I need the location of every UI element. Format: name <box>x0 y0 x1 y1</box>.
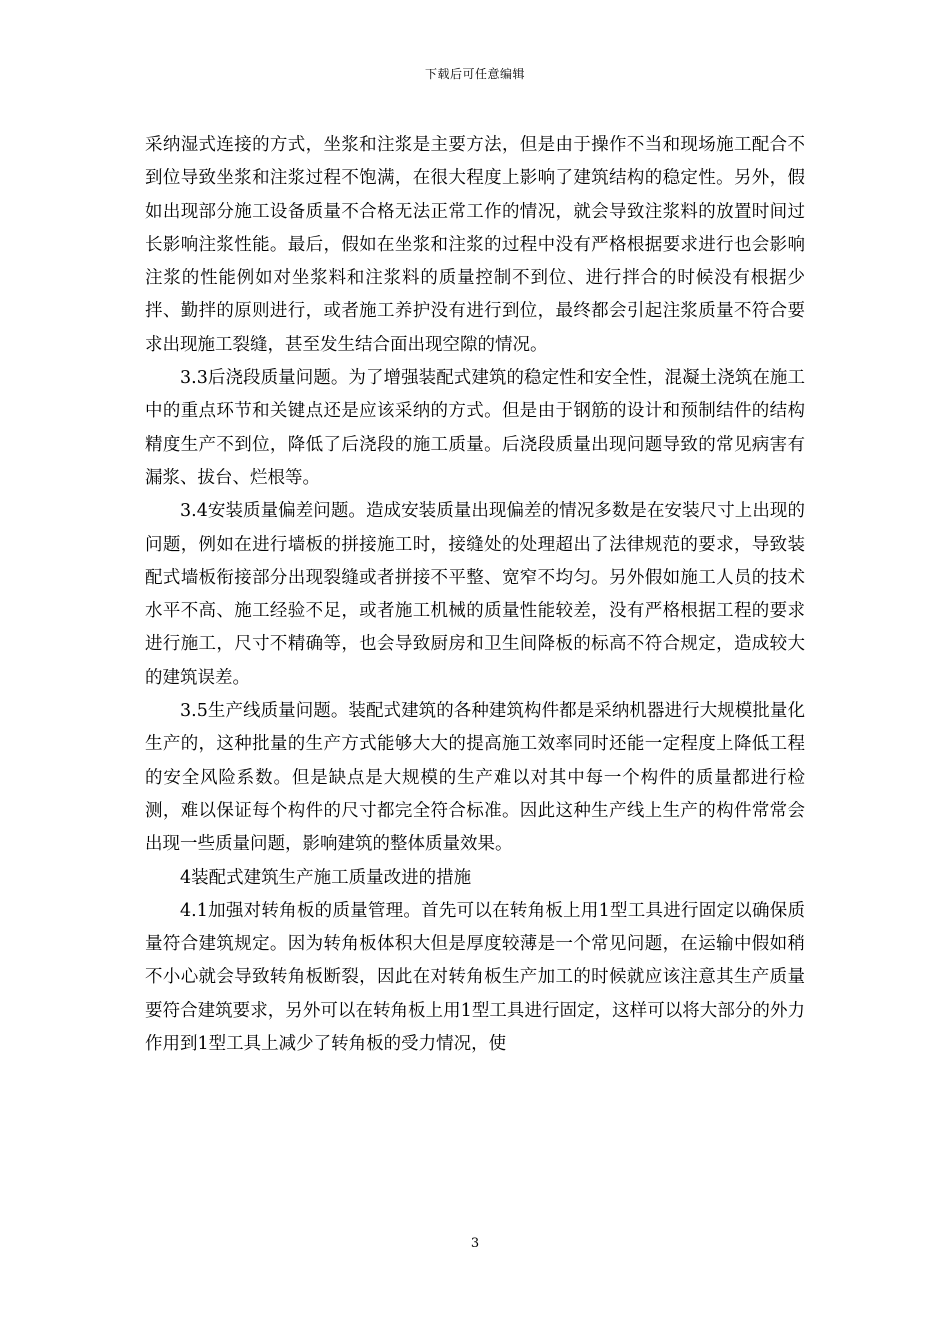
page-number: 3 <box>470 1236 480 1251</box>
body-paragraph-continued: 采纳湿式连接的方式，坐浆和注浆是主要方法，但是由于操作不当和现场施工配合不到位导致坐浆和注浆过程不饱满，在很大程度上影响了建筑结构的稳定性。另外，假如出现部分施工设备质量不合格无法正常工作的情况，就会导致注浆料的放置时间过长影响注浆性能。最后，假如在坐浆和注浆的过程中没有严格根据要求进行也会影响注浆的性能例如对坐浆料和注浆料的质量控制不到位、进行拌合的时候没有根据少拌、勤拌的原则进行，或者施工养护没有进行到位，最终都会引起注浆质量不符合要求出现施工裂缝，甚至发生结合面出现空隙的情况。 <box>145 135 805 355</box>
section-4-heading: 4装配式建筑生产施工质量改进的措施 <box>180 867 472 888</box>
section-3-3-paragraph: 3.3后浇段质量问题。为了增强装配式建筑的稳定性和安全性，混凝土浇筑在施工中的重点环节和关键点还是应该采纳的方式。但是由于钢筋的设计和预制结件的结构精度生产不到位，降低了后浇段的施工质量。后浇段质量出现问题导致的常见病害有漏浆、拔台、烂根等。 <box>145 368 805 488</box>
section-4-1-paragraph: 4.1加强对转角板的质量管理。首先可以在转角板上用1型工具进行固定以确保质量符合建筑规定。因为转角板体积大但是厚度较薄是一个常见问题，在运输中假如稍不小心就会导致转角板断裂，因此在对转角板生产加工的时候就应该注意其生产质量要符合建筑要求，另外可以在转角板上用1型工具进行固定，这样可以将大部分的外力作用到1型工具上减少了转角板的受力情况，使 <box>145 900 805 1055</box>
section-3-5-paragraph: 3.5生产线质量问题。装配式建筑的各种建筑构件都是采纳机器进行大规模批量化生产的，这种批量的生产方式能够大大的提高施工效率同时还能一定程度上降低工程的安全风险系数。但是缺点是大规模的生产难以对其中每一个构件的质量都进行检测，难以保证每个构件的尺寸都完全符合标准。因此这种生产线上生产的构件常常会出现一些质量问题，影响建筑的整体质量效果。 <box>145 701 805 855</box>
document-body <box>145 129 805 1061</box>
page-header: 下载后可任意编辑 <box>424 67 525 81</box>
section-3-4-paragraph: 3.4安装质量偏差问题。造成安装质量出现偏差的情况多数是在安装尺寸上出现的问题，例如在进行墙板的拼接施工时，接缝处的处理超出了法律规范的要求，导致装配式墙板衔接部分出现裂缝或者拼接不平整、宽窄不均匀。另外假如施工人员的技术水平不高、施工经验不足，或者施工机械的质量性能较差，没有严格根据工程的要求进行施工，尺寸不精确等，也会导致厨房和卫生间降板的标高不符合规定，造成较大的建筑误差。 <box>145 501 805 688</box>
